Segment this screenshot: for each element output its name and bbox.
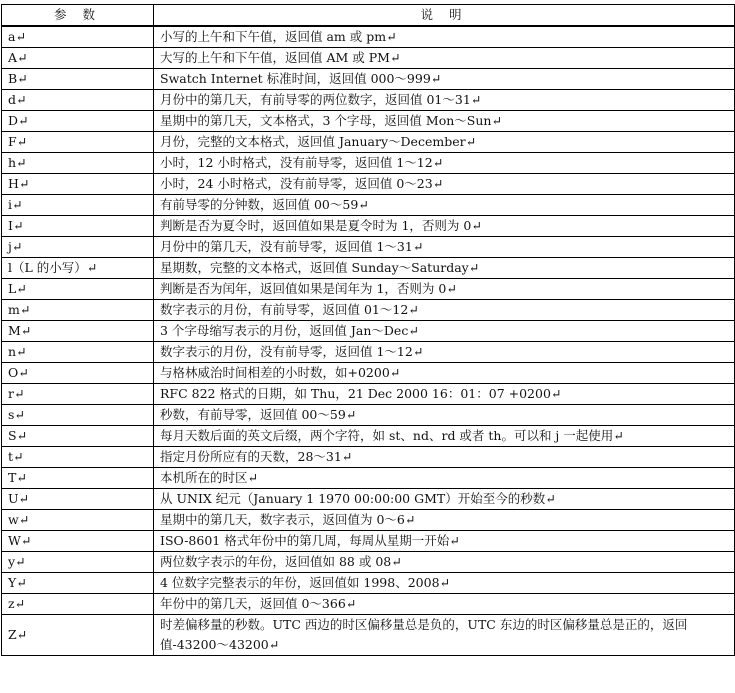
param-cell: a↵ (2, 26, 154, 48)
param-cell: j↵ (2, 237, 154, 258)
table-row (2, 342, 735, 363)
param-column-header: 参 数 (2, 5, 154, 27)
param-cell: D↵ (2, 111, 154, 132)
description-cell: 时差偏移量的秒数。UTC 西边的时区偏移量总是负的，UTC 东边的时区偏移量总是正的，返回值-43200～43200↵ (154, 615, 735, 656)
date-format-table (1, 4, 735, 656)
table-row (2, 447, 735, 468)
param-cell: Z↵ (2, 615, 154, 656)
description-cell: 每月天数后面的英文后缀，两个字符，如 st、nd、rd 或者 th。可以和 j 一起使用↵ (154, 426, 735, 447)
table-row (2, 615, 735, 656)
param-cell: m↵ (2, 300, 154, 321)
table-row (2, 279, 735, 300)
table-row (2, 48, 735, 69)
param-cell: S↵ (2, 426, 154, 447)
description-cell: 从 UNIX 纪元（January 1 1970 00:00:00 GMT）开始至今的秒数↵ (154, 489, 735, 510)
description-cell: 星期数，完整的文本格式，返回值 Sunday～Saturday↵ (154, 258, 735, 279)
table-body (2, 26, 735, 656)
table-row (2, 132, 735, 153)
description-cell: 秒数，有前导零，返回值 00～59↵ (154, 405, 735, 426)
param-cell: I↵ (2, 216, 154, 237)
param-cell: h↵ (2, 153, 154, 174)
param-cell: O↵ (2, 363, 154, 384)
description-cell: 数字表示的月份，有前导零，返回值 01～12↵ (154, 300, 735, 321)
param-cell: A↵ (2, 48, 154, 69)
description-cell: 与格林威治时间相差的小时数，如+0200↵ (154, 363, 735, 384)
param-cell: d↵ (2, 90, 154, 111)
table-row (2, 258, 735, 279)
description-cell: 指定月份所应有的天数，28～31↵ (154, 447, 735, 468)
description-cell: 3 个字母缩写表示的月份，返回值 Jan～Dec↵ (154, 321, 735, 342)
description-cell: 判断是否为闰年，返回值如果是闰年为 1，否则为 0↵ (154, 279, 735, 300)
param-cell: M↵ (2, 321, 154, 342)
table-row (2, 153, 735, 174)
table-row (2, 300, 735, 321)
description-cell: 星期中的第几天，数字表示，返回值为 0～6↵ (154, 510, 735, 531)
param-cell: F↵ (2, 132, 154, 153)
param-cell: s↵ (2, 405, 154, 426)
table-row (2, 237, 735, 258)
table-row (2, 489, 735, 510)
table-row (2, 468, 735, 489)
param-cell: H↵ (2, 174, 154, 195)
table-row (2, 174, 735, 195)
description-cell: 小时，24 小时格式，没有前导零，返回值 0～23↵ (154, 174, 735, 195)
description-cell: 小写的上午和下午值，返回值 am 或 pm↵ (154, 26, 735, 48)
table-row (2, 405, 735, 426)
table-row (2, 195, 735, 216)
param-cell: n↵ (2, 342, 154, 363)
description-cell: 月份中的第几天，有前导零的两位数字，返回值 01～31↵ (154, 90, 735, 111)
description-cell: 判断是否为夏令时，返回值如果是夏令时为 1，否则为 0↵ (154, 216, 735, 237)
description-cell: 两位数字表示的年份，返回值如 88 或 08↵ (154, 552, 735, 573)
description-cell: 4 位数字完整表示的年份，返回值如 1998、2008↵ (154, 573, 735, 594)
description-cell: 大写的上午和下午值，返回值 AM 或 PM↵ (154, 48, 735, 69)
description-cell: 月份，完整的文本格式，返回值 January～December↵ (154, 132, 735, 153)
param-cell: y↵ (2, 552, 154, 573)
description-cell: 数字表示的月份，没有前导零，返回值 1～12↵ (154, 342, 735, 363)
table-row (2, 111, 735, 132)
param-cell: i↵ (2, 195, 154, 216)
table-row (2, 510, 735, 531)
table-row (2, 552, 735, 573)
table-row (2, 363, 735, 384)
description-cell: 星期中的第几天，文本格式，3 个字母，返回值 Mon～Sun↵ (154, 111, 735, 132)
param-cell: z↵ (2, 594, 154, 615)
description-cell: 小时，12 小时格式，没有前导零，返回值 1～12↵ (154, 153, 735, 174)
param-cell: W↵ (2, 531, 154, 552)
param-cell: l（L 的小写）↵ (2, 258, 154, 279)
table-row (2, 216, 735, 237)
description-cell: 有前导零的分钟数，返回值 00～59↵ (154, 195, 735, 216)
description-column-header: 说 明 (154, 5, 735, 27)
table-row (2, 90, 735, 111)
table-row (2, 69, 735, 90)
table-row (2, 594, 735, 615)
param-cell: U↵ (2, 489, 154, 510)
param-cell: r↵ (2, 384, 154, 405)
param-cell: L↵ (2, 279, 154, 300)
param-cell: Y↵ (2, 573, 154, 594)
table-row (2, 26, 735, 48)
description-cell: 本机所在的时区↵ (154, 468, 735, 489)
param-cell: w↵ (2, 510, 154, 531)
description-cell: RFC 822 格式的日期，如 Thu，21 Dec 2000 16：01：07 +0200↵ (154, 384, 735, 405)
description-cell: ISO-8601 格式年份中的第几周，每周从星期一开始↵ (154, 531, 735, 552)
table-header-row (2, 5, 735, 27)
description-cell: 年份中的第几天，返回值 0～366↵ (154, 594, 735, 615)
table-row (2, 531, 735, 552)
param-cell: B↵ (2, 69, 154, 90)
description-cell: 月份中的第几天，没有前导零，返回值 1～31↵ (154, 237, 735, 258)
description-cell: Swatch Internet 标准时间，返回值 000～999↵ (154, 69, 735, 90)
table-row (2, 321, 735, 342)
table-row (2, 426, 735, 447)
table-row (2, 573, 735, 594)
param-cell: t↵ (2, 447, 154, 468)
table-row (2, 384, 735, 405)
param-cell: T↵ (2, 468, 154, 489)
